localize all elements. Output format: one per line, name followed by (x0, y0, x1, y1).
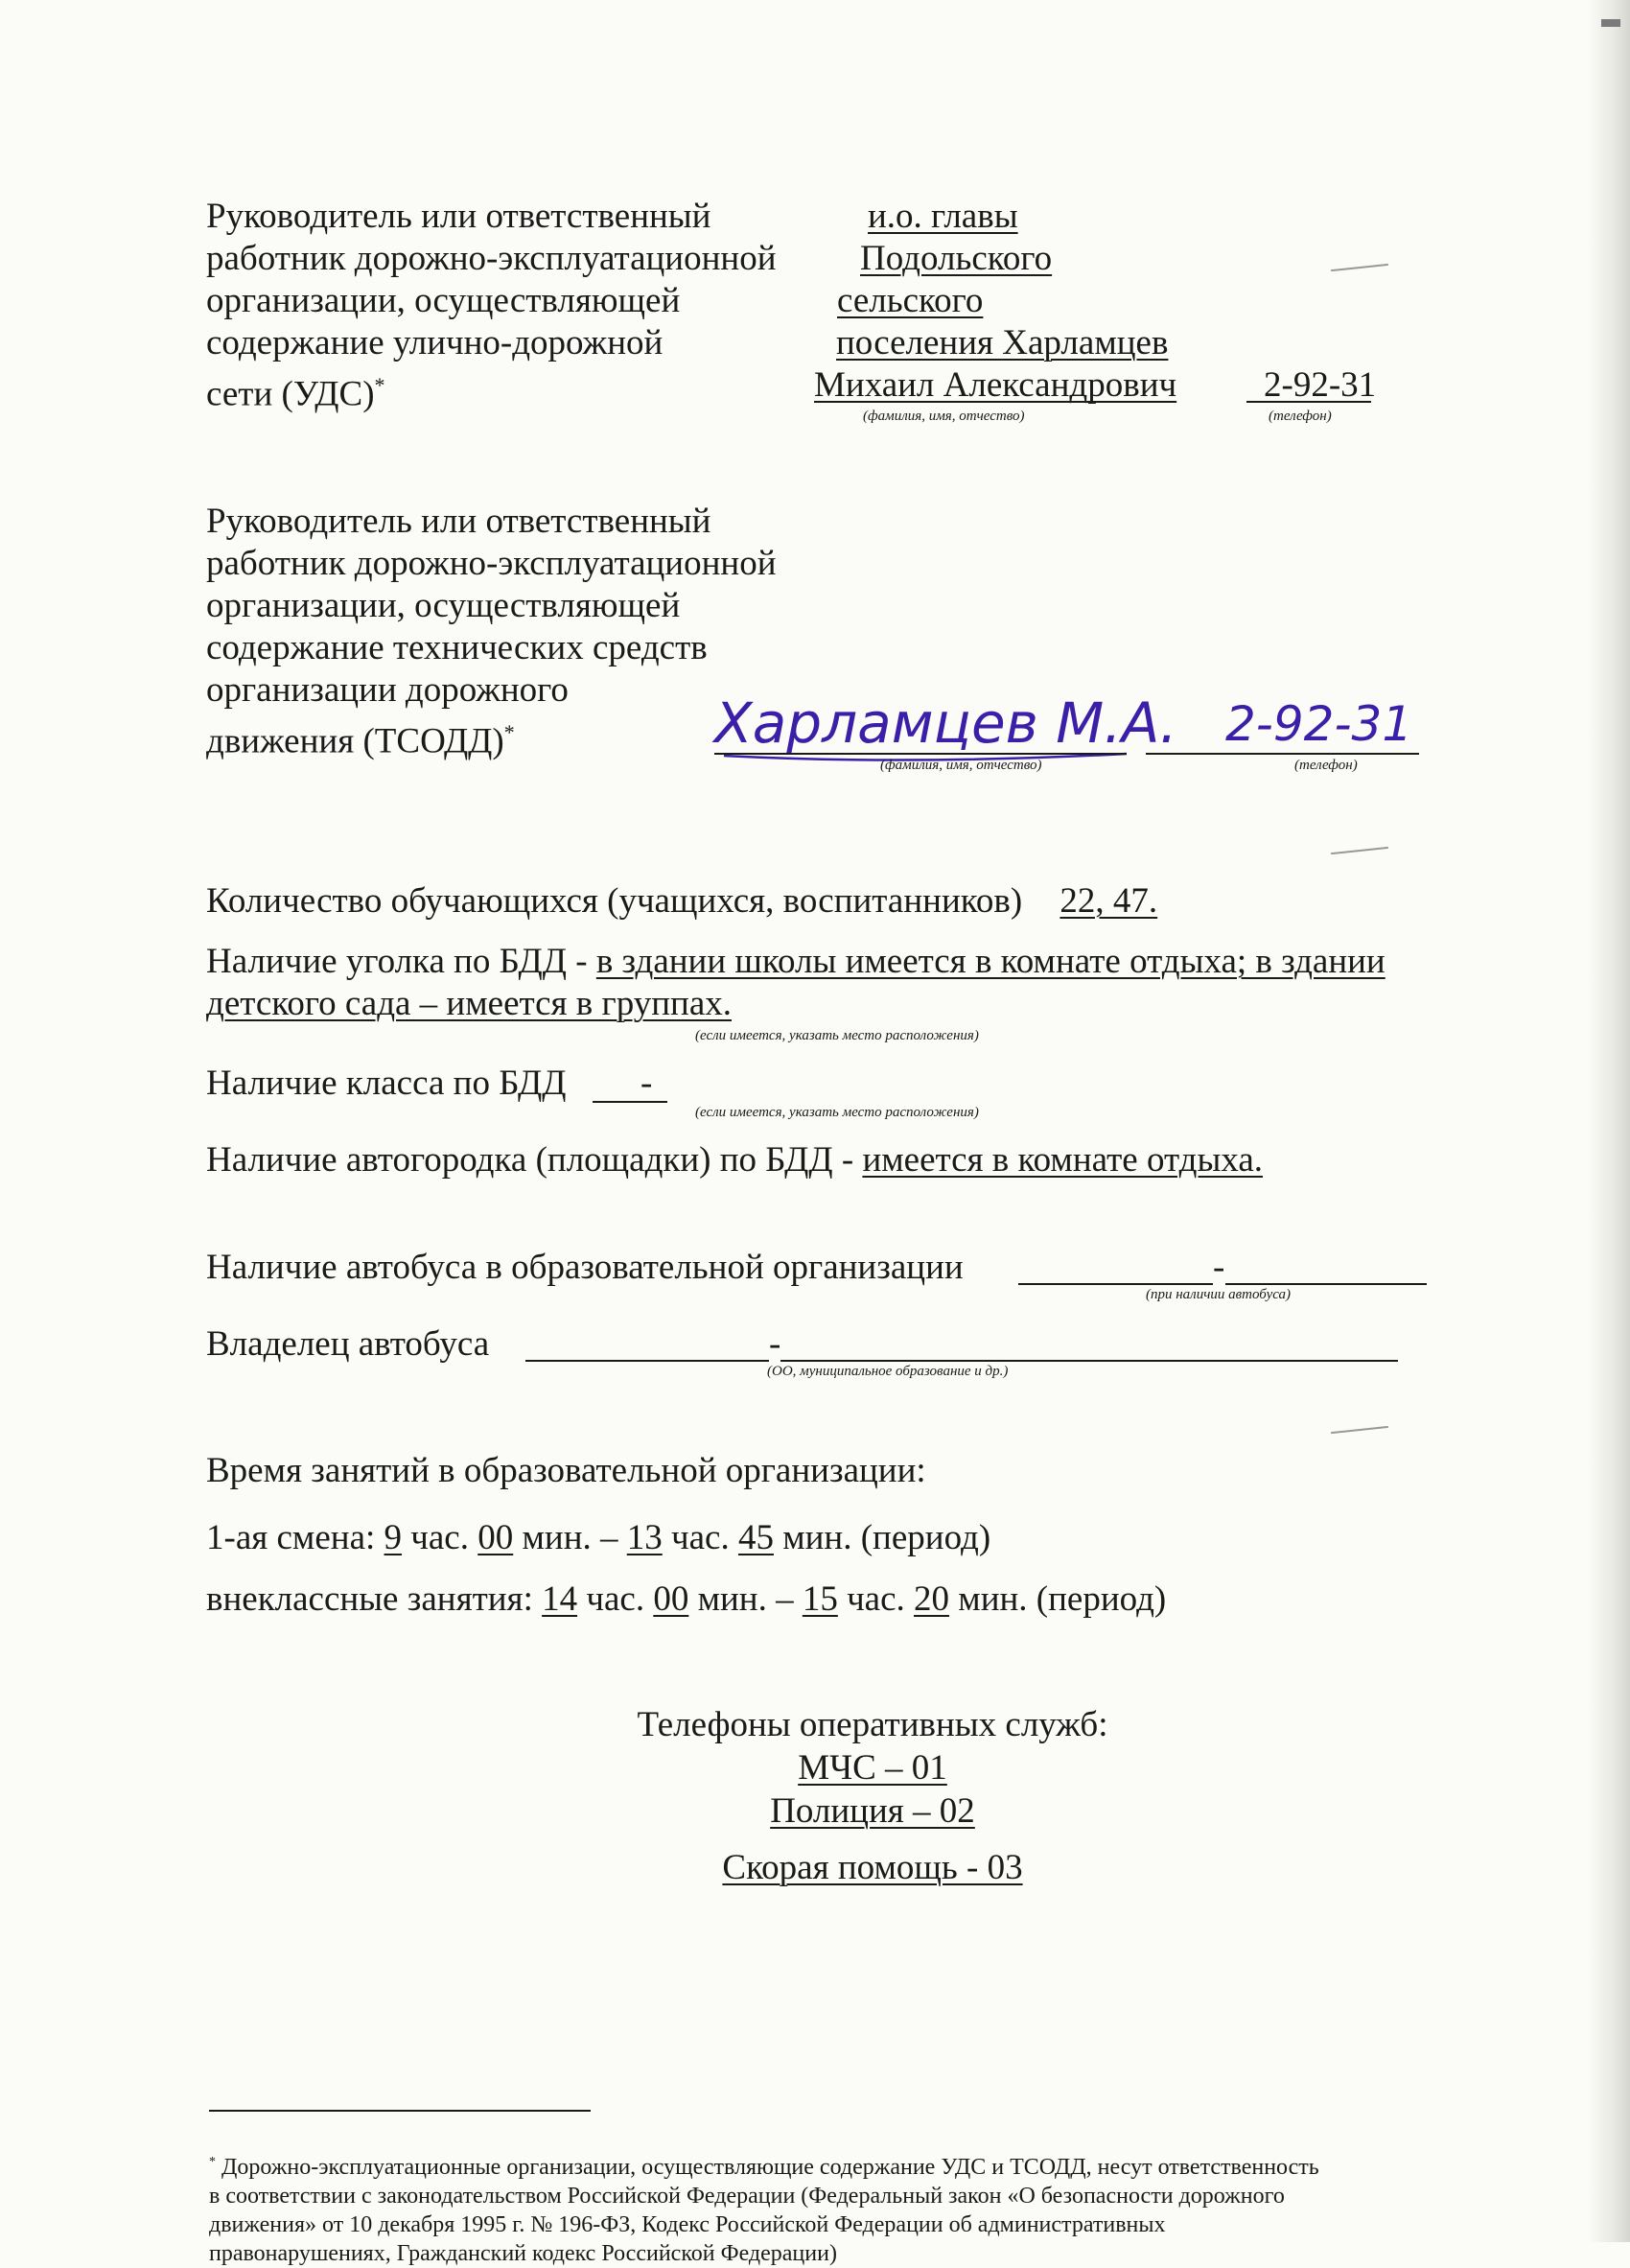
footnote: * Дорожно-эксплуатационные организации, осуществляющие содержание УДС и ТСОДД, несут ответственность в соответствии с законодательством Российской Федерации (Федеральный закон «О безопасности дорожного движения» от 10 декабря 1995 г. № 196-ФЗ, Кодекс Российской Федерации об административных правонарушениях, Гражданский кодекс Российской Федерации) (209, 2155, 1319, 2266)
classroom-value: - (640, 1064, 653, 1103)
footnote-mark: * (209, 2155, 216, 2169)
scan-mark (1601, 19, 1620, 27)
uds-name-line-4: поселения Харламцев (836, 323, 1169, 362)
emergency-ambulance: Скорая помощь - 03 (722, 1848, 1023, 1887)
uds-name-line-5: Михаил Александрович (814, 365, 1177, 405)
classroom-label: Наличие класса по БДД (206, 1064, 567, 1103)
classroom-underline (593, 1101, 667, 1103)
tsodd-caption-name: (фамилия, имя, отчество) (880, 758, 1042, 773)
students-label: Количество обучающихся (учащихся, воспитанников) (206, 881, 1023, 921)
bus-owner-underline-2 (780, 1360, 1398, 1362)
bus-caption: (при наличии автобуса) (1146, 1287, 1292, 1302)
schedule-extra: внеклассные занятия: 14 час. 00 мин. – 15 час. 20 мин. (период) (206, 1579, 1167, 1619)
shift1-start-min: 00 (477, 1518, 514, 1557)
emergency-title: Телефоны оперативных служб: (637, 1705, 1108, 1744)
autotown-label: Наличие автогородка (площадки) по БДД - (206, 1140, 863, 1180)
uds-label: Руководитель или ответственный работник дорожно-эксплуатационной организации, осуществляющей содержание улично-дорожной сети (УДС)* (206, 197, 777, 414)
extra-end-hour: 15 (802, 1579, 838, 1619)
scan-edge (1588, 0, 1630, 2242)
scan-speck (1331, 1426, 1388, 1434)
students-row (206, 880, 1157, 923)
tsodd-caption-phone: (телефон) (1294, 758, 1358, 773)
signature-name-text: Харламцев М.А. (714, 690, 1177, 756)
autotown-value: имеется в комнате отдыха. (862, 1140, 1264, 1180)
tsodd-phone-underline (1146, 753, 1419, 755)
emergency-mchs: МЧС – 01 (798, 1748, 947, 1788)
schedule-shift1: 1-ая смена: 9 час. 00 мин. – 13 час. 45 мин. (период) (206, 1518, 991, 1557)
students-value: 22, 47. (1060, 881, 1158, 921)
corner-value-1: в здании школы имеется в комнате отдыха; в здании (595, 942, 1386, 981)
shift1-end-min: 45 (737, 1518, 774, 1557)
signature-phone-text: 2-92-31 (1225, 696, 1413, 752)
extra-end-min: 20 (914, 1579, 950, 1619)
shift1-end-hour: 13 (626, 1518, 663, 1557)
uds-name-underline (814, 401, 1153, 403)
scan-speck (1331, 847, 1388, 854)
uds-caption-name: (фамилия, имя, отчество) (863, 409, 1025, 424)
uds-caption-phone: (телефон) (1269, 409, 1332, 424)
signature-phone (1218, 683, 1448, 769)
shift1-start-hour: 9 (384, 1518, 403, 1557)
uds-phone: 2-92-31 (1264, 365, 1377, 405)
uds-name-line-1: и.о. главы (868, 197, 1018, 236)
bus-owner-value: - (769, 1324, 781, 1364)
bus-value: - (1213, 1248, 1225, 1287)
corner-label: Наличие уголка по БДД - (206, 942, 596, 981)
classroom-caption: (если имеется, указать место расположения) (695, 1105, 979, 1120)
emergency-police: Полиция – 02 (770, 1791, 975, 1831)
bus-owner-label: Владелец автобуса (206, 1324, 490, 1364)
tsodd-label: Руководитель или ответственный работник дорожно-эксплуатационной организации, осуществляющей содержание технических средств организации дорожного движения (ТСОДД)* (206, 502, 777, 761)
uds-phone-underline (1246, 401, 1371, 403)
corner-value-2: детского сада – имеется в группах. (206, 984, 732, 1023)
uds-name-line-2: Подольского (860, 239, 1053, 278)
signature-name (714, 683, 1177, 769)
bus-underline-2 (1225, 1283, 1427, 1285)
bus-underline-1 (1018, 1283, 1213, 1285)
emergency-block (479, 1703, 1266, 1889)
uds-name-line-3: сельского (837, 281, 984, 320)
corner-caption: (если имеется, указать место расположения) (695, 1028, 979, 1043)
autotown-row (206, 1139, 1263, 1181)
scan-speck (1331, 264, 1388, 271)
extra-start-hour: 14 (542, 1579, 578, 1619)
corner-row-1 (206, 941, 1386, 983)
schedule-title: Время занятий в образовательной организации: (206, 1451, 926, 1490)
classroom-row (206, 1063, 567, 1105)
bus-owner-underline-1 (525, 1360, 769, 1362)
bus-label: Наличие автобуса в образовательной организации (206, 1248, 964, 1287)
extra-start-min: 00 (653, 1579, 689, 1619)
bus-owner-caption: (ОО, муниципальное образование и др.) (767, 1364, 1009, 1379)
tsodd-name-underline (714, 753, 1127, 755)
footnote-separator (209, 2110, 591, 2112)
